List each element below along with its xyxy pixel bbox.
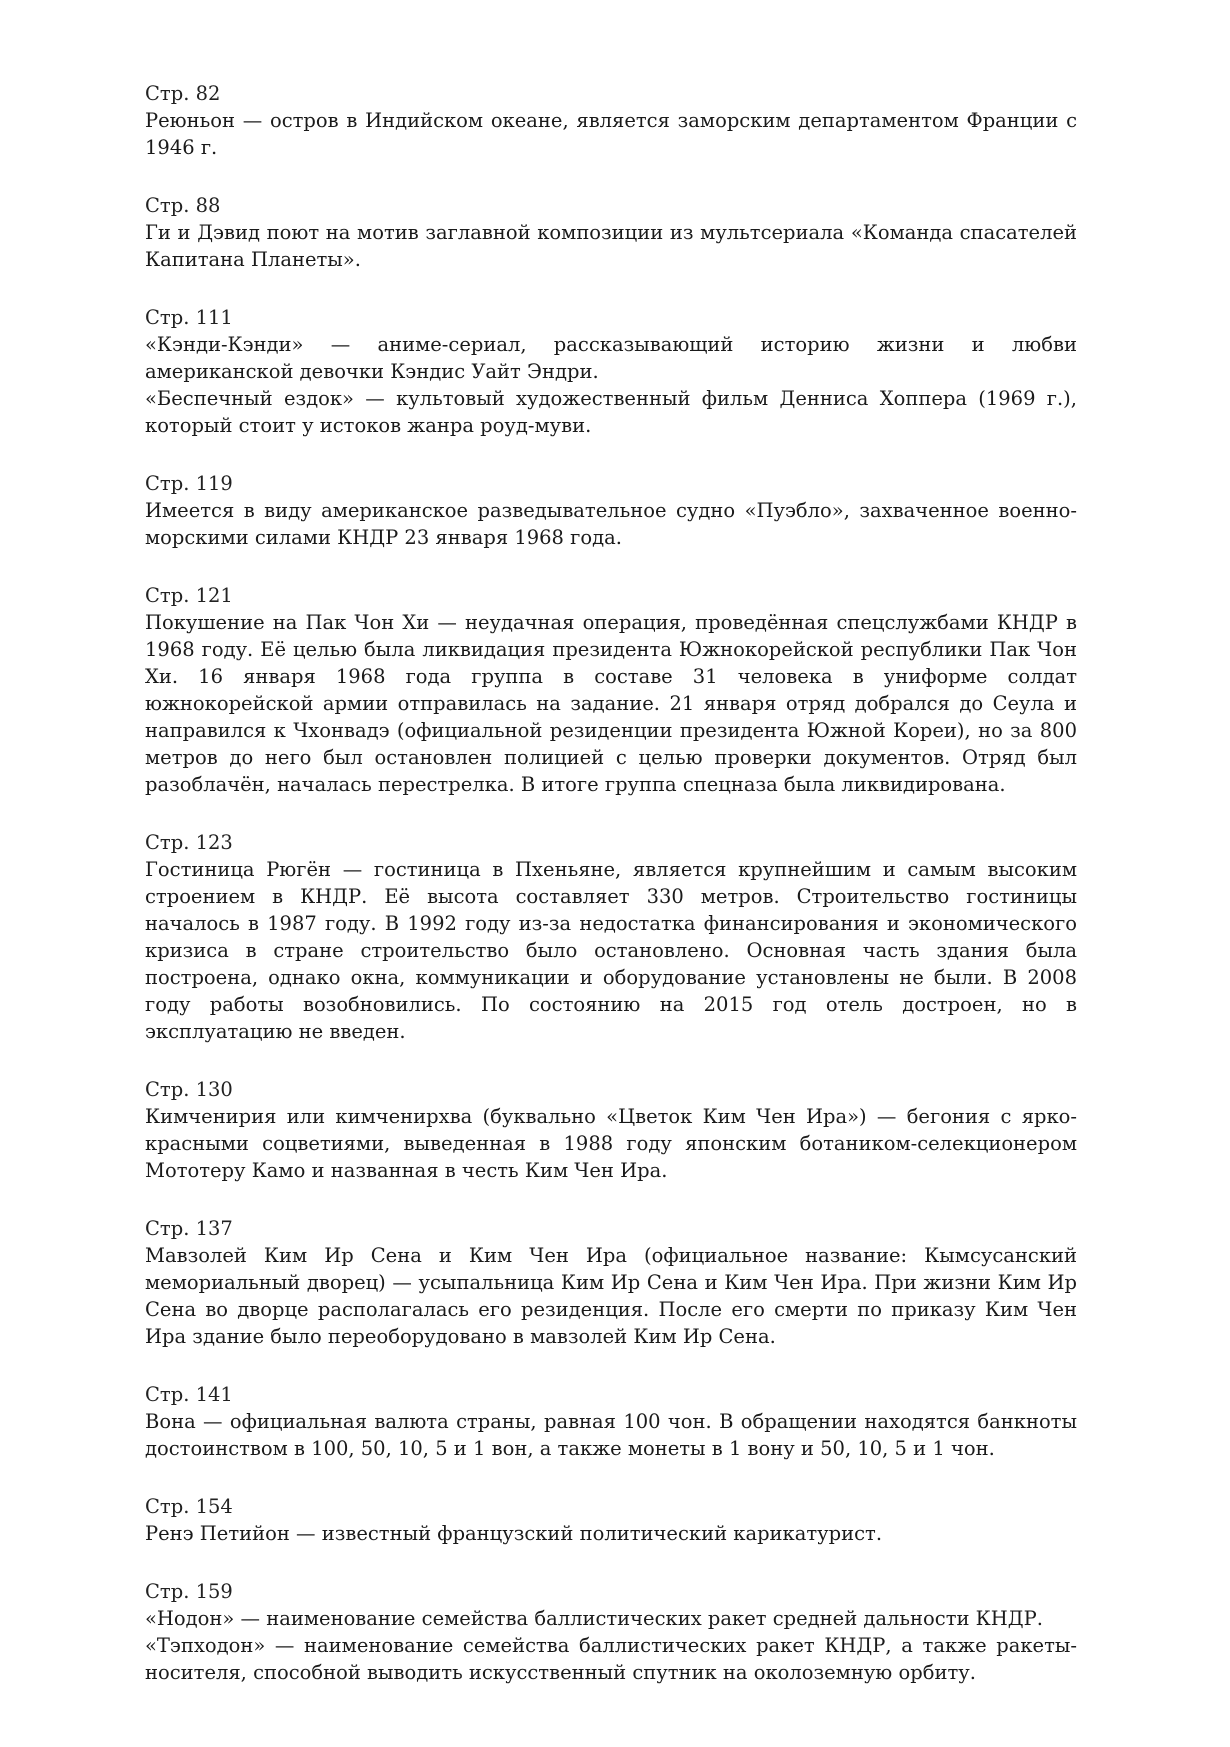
note-p130: [145, 1076, 1077, 1184]
note-text: Кимченирия или кимченирхва (буквально «Цветок Ким Чен Ира») — бегония с ярко-красными соцветиями, выведенная в 1988 году японским ботаником-селекционером Мототеру Камо и названная в честь Ким Чен Ира.: [145, 1105, 1077, 1182]
page-reference: Стр. 88: [145, 194, 221, 217]
note-p123: [145, 829, 1077, 1045]
page-reference: Стр. 82: [145, 82, 221, 105]
note-p154: [145, 1493, 1077, 1547]
note-text: Мавзолей Ким Ир Сена и Ким Чен Ира (официальное название: Кымсусанский мемориальный дворец) — усыпальница Ким Ир Сена и Ким Чен Ира. При жизни Ким Ир Сена во дворце располагалась его резиденция. После его смерти по приказу Ким Чен Ира здание было переоборудовано в мавзолей Ким Ир Сена.: [145, 1244, 1077, 1348]
page-reference: Стр. 159: [145, 1580, 233, 1603]
page-reference: Стр. 123: [145, 831, 233, 854]
note-text: Покушение на Пак Чон Хи — неудачная операция, проведённая спецслужбами КНДР в 1968 году. Её целью была ликвидация президента Южнокорейской республики Пак Чон Хи. 16 января 1968 года группа в составе 31 человека в униформе солдат южнокорейской армии отправилась на задание. 21 января отряд добрался до Сеула и направился к Чхонвадэ (официальной резиденции президента Южной Кореи), но за 800 метров до него был остановлен полицией с целью проверки документов. Отряд был разоблачён, началась перестрелка. В итоге группа спецназа была ликвидирована.: [145, 611, 1077, 796]
page-reference: Стр. 111: [145, 306, 233, 329]
note-text: Ренэ Петийон — известный французский политический карикатурист.: [145, 1522, 883, 1545]
note-text: Ги и Дэвид поют на мотив заглавной композиции из мультсериала «Команда спасателей Капитана Планеты».: [145, 221, 1077, 271]
notes-page: [145, 80, 1077, 1717]
note-p137: [145, 1215, 1077, 1350]
page-reference: Стр. 121: [145, 584, 233, 607]
page-reference: Стр. 137: [145, 1217, 233, 1240]
note-p159: [145, 1578, 1077, 1686]
note-text: «Беспечный ездок» — культовый художественный фильм Денниса Хоппера (1969 г.), который стоит у истоков жанра роуд-муви.: [145, 387, 1077, 437]
note-p121: [145, 582, 1077, 798]
page-reference: Стр. 119: [145, 472, 233, 495]
note-text: «Кэнди-Кэнди» — аниме-сериал, рассказывающий историю жизни и любви американской девочки Кэндис Уайт Эндри.: [145, 333, 1077, 383]
note-text: «Нодон» — наименование семейства баллистических ракет средней дальности КНДР.: [145, 1607, 1043, 1630]
note-p111: [145, 304, 1077, 439]
note-p141: [145, 1381, 1077, 1462]
note-text: «Тэпходон» — наименование семейства баллистических ракет КНДР, а также ракеты-носителя, способной выводить искусственный спутник на околоземную орбиту.: [145, 1634, 1077, 1684]
note-text: Вона — официальная валюта страны, равная 100 чон. В обращении находятся банкноты достоинством в 100, 50, 10, 5 и 1 вон, а также монеты в 1 вону и 50, 10, 5 и 1 чон.: [145, 1410, 1077, 1460]
note-text: Имеется в виду американское разведывательное судно «Пуэбло», захваченное военно-морскими силами КНДР 23 января 1968 года.: [145, 499, 1077, 549]
note-p88: [145, 192, 1077, 273]
page-reference: Стр. 154: [145, 1495, 233, 1518]
note-text: Реюньон — остров в Индийском океане, является заморским департаментом Франции с 1946 г.: [145, 109, 1077, 159]
note-p119: [145, 470, 1077, 551]
page-reference: Стр. 141: [145, 1383, 233, 1406]
note-p82: [145, 80, 1077, 161]
note-text: Гостиница Рюгён — гостиница в Пхеньяне, является крупнейшим и самым высоким строением в КНДР. Её высота составляет 330 метров. Строительство гостиницы началось в 1987 году. В 1992 году из-за недостатка финансирования и экономического кризиса в стране строительство было остановлено. Основная часть здания была построена, однако окна, коммуникации и оборудование установлены не были. В 2008 году работы возобновились. По состоянию на 2015 год отель достроен, но в эксплуатацию не введен.: [145, 858, 1077, 1043]
page-reference: Стр. 130: [145, 1078, 233, 1101]
